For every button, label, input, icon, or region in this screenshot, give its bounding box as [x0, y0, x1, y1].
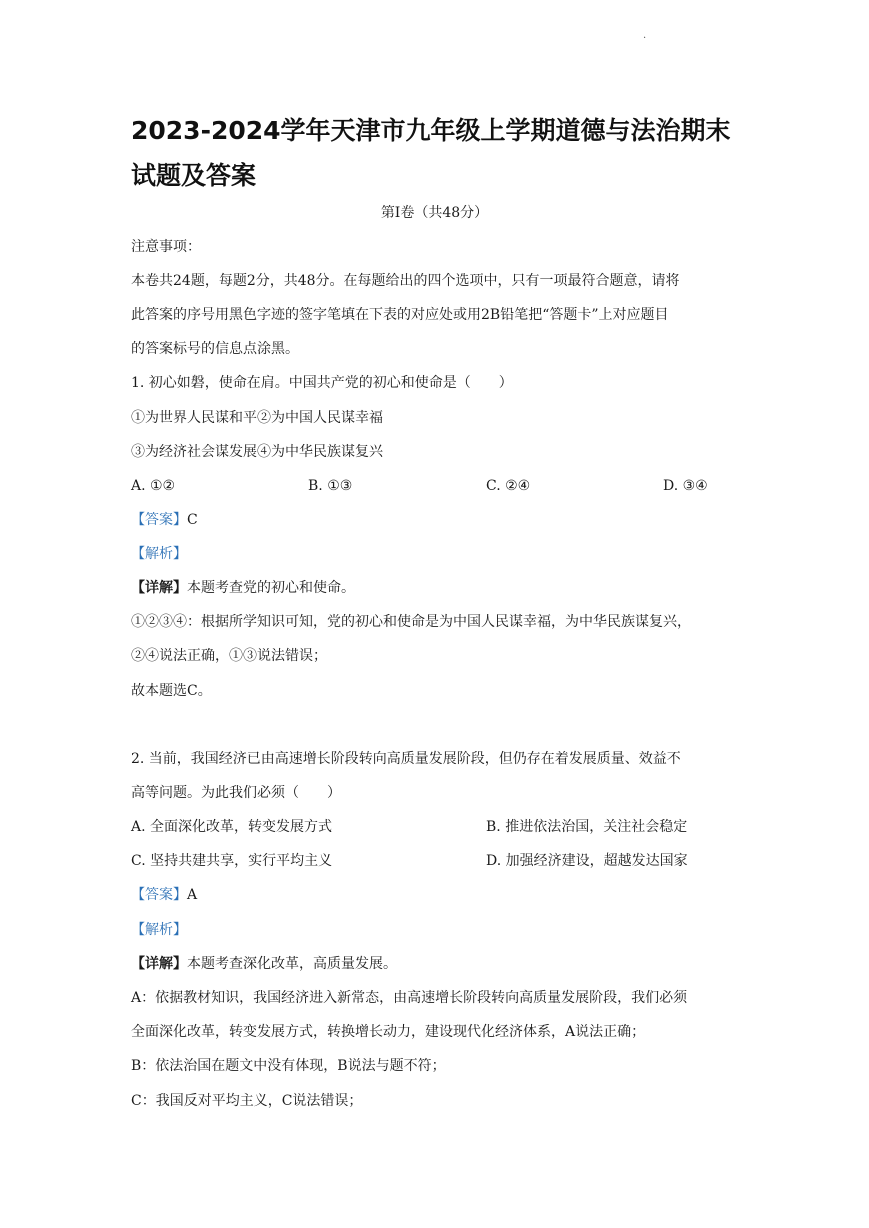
q2-explanation: B：依法治国在题文中没有体现，B说法与题不符；: [131, 1058, 446, 1074]
answer-value: C: [187, 512, 198, 528]
answer-value: A: [187, 887, 198, 903]
notice-label: 注意事项：: [131, 239, 201, 255]
q2-explanation: A：依据教材知识，我国经济进入新常态，由高速增长阶段转向高质量发展阶段，我们必须: [131, 990, 688, 1006]
q2-detail-row: [131, 954, 397, 974]
detail-tag: 【详解】: [131, 956, 187, 972]
q2-explanation: C：我国反对平均主义，C说法错误；: [131, 1093, 363, 1109]
q1-answer-row: [131, 510, 198, 530]
q1-explanation: ②④说法正确，①③说法错误；: [131, 648, 327, 664]
q1-item: ③为经济社会谋发展④为中华民族谋复兴: [131, 444, 383, 460]
notice-line: 本卷共24题，每题2分，共48分。在每题给出的四个选项中，只有一项最符合题意，请将: [131, 273, 680, 289]
q2-explanation: 全面深化改革，转变发展方式，转换增长动力，建设现代化经济体系，A说法正确；: [131, 1024, 646, 1040]
q1-option-d: D. ③④: [663, 478, 708, 494]
detail-text: 本题考查党的初心和使命。: [187, 580, 355, 596]
answer-tag: 【答案】: [131, 512, 187, 528]
section-subtitle: 第Ⅰ卷（共48分）: [380, 205, 489, 221]
q2-stem: 2. 当前，我国经济已由高速增长阶段转向高质量发展阶段，但仍存在着发展质量、效益不: [131, 751, 681, 767]
detail-text: 本题考查深化改革，高质量发展。: [187, 956, 397, 972]
answer-tag: 【答案】: [131, 887, 187, 903]
notice-line: 的答案标号的信息点涂黑。: [131, 341, 299, 357]
notice-line: 此答案的序号用黑色字迹的签字笔填在下表的对应处或用2B铅笔把“答题卡”上对应题目: [131, 307, 669, 323]
q1-detail-row: [131, 578, 355, 598]
q2-option-c: C. 坚持共建共享，实行平均主义: [131, 853, 333, 869]
q2-option-d: D. 加强经济建设，超越发达国家: [486, 853, 688, 869]
q1-explanation: 故本题选C。: [131, 683, 212, 699]
q2-analysis-tag: 【解析】: [131, 922, 187, 938]
q1-item: ①为世界人民谋和平②为中国人民谋幸福: [131, 410, 383, 426]
q2-stem: 高等问题。为此我们必须（ ）: [131, 785, 341, 801]
q1-explanation: ①②③④：根据所学知识可知，党的初心和使命是为中国人民谋幸福，为中华民族谋复兴，: [131, 614, 691, 630]
q1-option-b: B. ①③: [308, 478, 353, 494]
detail-tag: 【详解】: [131, 580, 187, 596]
q2-option-a: A. 全面深化改革，转变发展方式: [131, 819, 333, 835]
page-title: 2023-2024学年天津市九年级上学期道德与法治期末试题及答案: [131, 116, 731, 190]
header-mark: .: [643, 30, 647, 41]
q1-option-c: C. ②④: [486, 478, 531, 494]
q1-analysis-tag: 【解析】: [131, 546, 187, 562]
q2-answer-row: [131, 885, 197, 905]
q1-stem: 1. 初心如磐，使命在肩。中国共产党的初心和使命是（ ）: [131, 375, 513, 391]
q1-option-a: A. ①②: [131, 478, 176, 494]
q2-option-b: B. 推进依法治国，关注社会稳定: [486, 819, 688, 835]
